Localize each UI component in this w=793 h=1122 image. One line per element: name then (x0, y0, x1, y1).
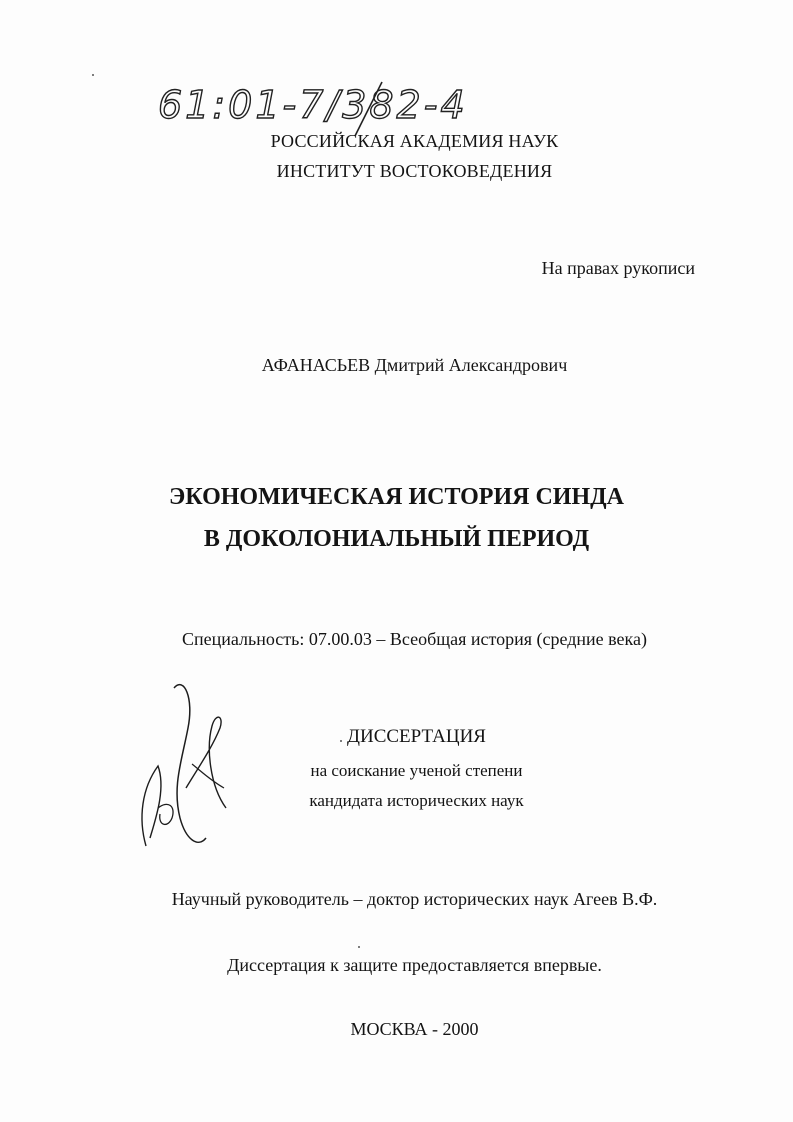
dissertation-title-line-2: В ДОКОЛОНИАЛЬНЫЙ ПЕРИОД (203, 526, 590, 552)
dissertation-degree: на соискание ученой степени (310, 761, 523, 780)
city-and-year: МОСКВА - 2000 (350, 1019, 479, 1039)
svg-text:61:01-7/382-4: 61:01-7/382-4 (158, 83, 468, 127)
scan-speck (340, 740, 342, 742)
defense-note: Диссертация к защите предоставляется впервые. (227, 955, 602, 975)
scan-speck (92, 74, 94, 76)
institute-name: ИНСТИТУТ ВОСТОКОВЕДЕНИЯ (276, 161, 553, 181)
dissertation-title-line-1: ЭКОНОМИЧЕСКАЯ ИСТОРИЯ СИНДА (169, 484, 624, 510)
rights-note: На правах рукописи (541, 258, 695, 278)
specialty-line: Специальность: 07.00.03 – Всеобщая история (средние века) (181, 629, 648, 649)
author-name: АФАНАСЬЕВ Дмитрий Александрович (261, 355, 568, 375)
dissertation-type: ДИССЕРТАЦИЯ (347, 726, 486, 747)
scientific-advisor: Научный руководитель – доктор исторических наук Агеев В.Ф. (171, 889, 658, 909)
dissertation-field: кандидата исторических наук (309, 791, 524, 810)
organization-name: РОССИЙСКАЯ АКАДЕМИЯ НАУК (270, 131, 559, 151)
scan-speck (358, 946, 360, 948)
